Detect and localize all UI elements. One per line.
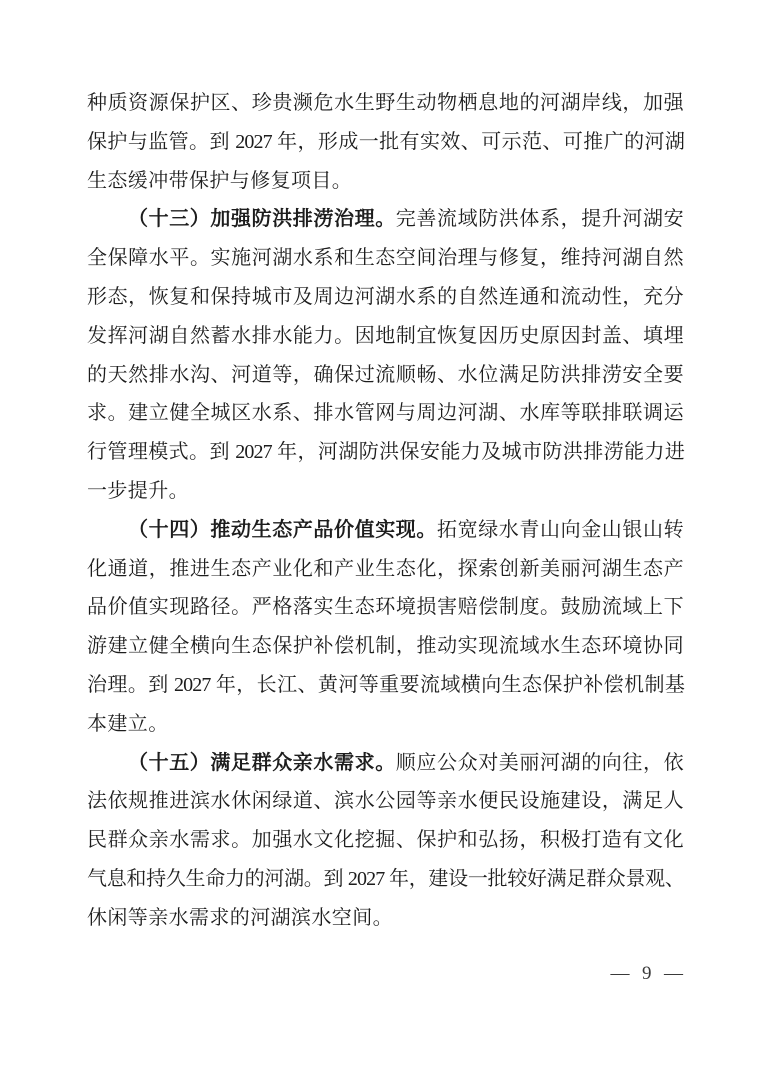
text-line: 民群众亲水需求。加强水文化挖掘、保护和弘扬，积极打造有文化 <box>87 829 684 852</box>
text-line: 求。建立健全城区水系、排水管网与周边河湖、水库等联排联调运 <box>87 402 684 425</box>
text-line: 形态，恢复和保持城市及周边河湖水系的自然连通和流动性，充分 <box>87 285 684 308</box>
text-line: 气息和持久生命力的河湖。到 2027 年，建设一批较好满足群众景观、 <box>87 867 684 890</box>
text-line: 化通道，推进生态产业化和产业生态化，探索创新美丽河湖生态产 <box>87 557 684 580</box>
text-line: 游建立健全横向生态保护补偿机制，推动实现流域水生态环境协同 <box>87 635 684 658</box>
text-line: 品价值实现路径。严格落实生态环境损害赔偿制度。鼓励流域上下 <box>87 596 684 619</box>
text-body <box>87 84 684 938</box>
text-line: 休闲等亲水需求的河湖滨水空间。 <box>87 906 393 929</box>
text-line: 法依规推进滨水休闲绿道、滨水公园等亲水便民设施建设，满足人 <box>87 790 684 813</box>
section-heading: （十四）推动生态产品价值实现。 <box>128 518 437 541</box>
text-line: 本建立。 <box>87 712 169 735</box>
section-heading: （十五）满足群众亲水需求。 <box>128 751 396 774</box>
text-line: 治理。到 2027 年，长江、黄河等重要流域横向生态保护补偿机制基 <box>87 673 684 696</box>
text-line: 保护与监管。到 2027 年，形成一批有实效、可示范、可推广的河湖 <box>87 130 684 153</box>
text-line: 行管理模式。到 2027 年，河湖防洪保安能力及城市防洪排涝能力进 <box>87 441 684 464</box>
text-line: （十三）加强防洪排涝治理。完善流域防洪体系，提升河湖安 <box>128 208 684 231</box>
text-line: 发挥河湖自然蓄水排水能力。因地制宜恢复因历史原因封盖、填埋 <box>87 324 684 347</box>
section-heading: （十三）加强防洪排涝治理。 <box>128 208 396 231</box>
text-line: 全保障水平。实施河湖水系和生态空间治理与修复，维持河湖自然 <box>87 247 684 270</box>
text-line: 一步提升。 <box>87 479 189 502</box>
page-number: — 9 — <box>610 963 684 984</box>
text-line: （十四）推动生态产品价值实现。拓宽绿水青山向金山银山转 <box>128 518 684 541</box>
text-line: 生态缓冲带保护与修复项目。 <box>87 169 353 192</box>
text-line: 种质资源保护区、珍贵濒危水生野生动物栖息地的河湖岸线，加强 <box>87 92 684 114</box>
text-line: 的天然排水沟、河道等，确保过流顺畅、水位满足防洪排涝安全要 <box>87 363 684 386</box>
text-line: （十五）满足群众亲水需求。顺应公众对美丽河湖的向往，依 <box>128 751 684 774</box>
